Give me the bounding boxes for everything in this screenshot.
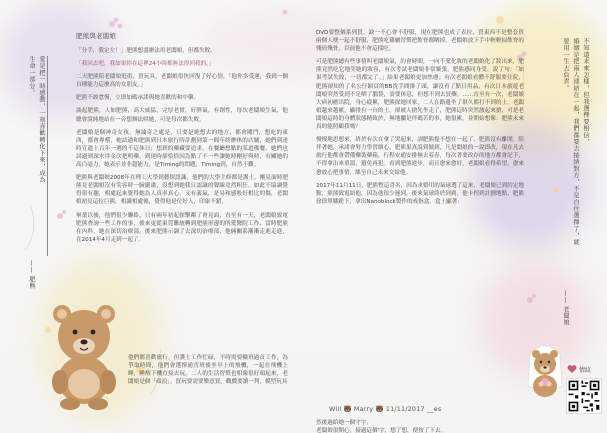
quote-attribution: —— 肥熊 [28,260,35,290]
paragraph: 2017年11月11日，肥熊暫這喜名，因為求婚用的氣球選了這來，老闆娘已到約定地點，熊熊致電給他，因為他很少遲到，後來氣球終於到到，他卡捏到計劃地點，肥熊徐徐單膝跪下，拿出Nanoblock製作的戒指盒，盒上顯著： [316,182,524,205]
magazine-logo [567,363,597,375]
quote-text: 不知道未來怎樣，但我選擇要相信， [582,38,589,146]
paragraph: 談起肥熊，人如肥熊，高大威猛，完厚老實，好胖氣，有創性，每次老闆娘生氣，他總會說純地站在一旁想辦法哄她，可是每次都失敗。 [76,108,288,123]
paragraph: 「分手，我定左！」肥熊想盡辦法用老闆娘，但都失敗。 [76,48,216,54]
paragraph: 老闆娘很開心，接過這個'字，想了想，便按了下去。 [316,428,447,433]
paragraph: 畢業以後，他們很少聯絡，只有兩年初起探擊鄰了會見面，直至有一天，老闆娘致電肥熊查詢一些工作的事，後來更從東莞難統轉到肥熊形邊的所愛醫院工作，當時肥熊在內科，她在深切治療部，後來肥熊示調了去深切治療部，他倆關系漸漸走進走進，在2014年4月走到一起了。 [76,212,288,243]
paragraph: 老闆娘是個神奇女孩，無論奇之處是，只要是她想去的地方，都會闖門，想吃的東西，都會專嚐，她試過和肥熊到日本旅行時計劃到第一間年終辦休的店鋪，她們到達時宣遺上百年一遇的不這休日；想到的藥藏要追求，在餐廳想點的某道佛餐，她們也試過到深水埗金次把明藥，到達時卻恰恰因為點了不一些讓她時剛好與時，有關她的高白毫力，她表示並非超能力，是Timing的問題，Timing到，自然不難。 [76,129,288,169]
paragraph: 然後過給她一個守字， [316,420,372,426]
left-vertical-quote [26,56,46,186]
paragraph: DVD要整個系列買，缺一不心會不舒服，現在肥熊也成了表拉，買東西不是整套買兩個人便一起不舒服，肥熊吃雞屬習慣把飲脊都晒掉，老闆娘放下手中輕輕掃飲脊的殘屑殘骨，以前他不會這樣吃。 [316,30,524,53]
article-title: 肥熊與老闆娘 [76,32,117,40]
paragraph: 「我回去吧，我如果你在這裡24小時都無法得回我的。」 [76,61,215,68]
left-text-column [76,47,288,249]
right-vertical-quote-2 [560,38,580,248]
paragraph: 肥熊與老闆娘2008年在理工大學到藝探認識，他們的大學主修都是護士，剛見面時肥熊見老闆娘沒有笑容時一臉嚴肅，沒想到她我日認識的聲線竟然粗狂，如此不協調覺得很有趣，相處起來覺得她為人真率真心，又有義氣，是易和感般好相比的傷，老闆娘初見這位巨熊，相識相處後，覺得他是位好人，印象不錯。 [76,175,288,206]
heart-logo-icon [567,364,577,374]
proposal-inscription: Will 🐻 Marry 🐻 11/11/2017 __es [329,405,442,413]
paragraph: 他們都喜歡旅行，但護士工作忙碌，不時需要輪班過首工作，為爭取時間，他們會選擇通宵班後坐早上的飛機，一起在飛機上睡，睡醒下機直接去玩，二人的生活習慣也相像很好頭起來，老闆娘是個「頑浪」，買玩要需要樂意買，觀戲要讀一判，模型玩具 [128,355,288,386]
right-vertical-attribution [560,290,570,340]
right-text-column [316,29,524,211]
paragraph: 慢慢地思想來，終於有次在拿了哭起來，訓肥熊提不想在一起了，肥熊沒有離開，陪伴著她，承諾會努力學習細心，肥熊果真說到做到，凡是闆娘的一說即改，現在凡去旅行他都會帶備藥裝藥箱，行程安通安排無去着春，每次著要改存的地方都會記下，不得拿出來重溫，避免再犯。看到肥熊進步，而且愈來愈好，老闆娘看得希望，愈來愈放心把事情，絲至自己未來交給他。 [316,137,524,176]
closing-text [316,419,526,427]
left-divider-line [47,56,48,256]
paragraph: 二天肥熊陪老闆娘逛街，買玩具，老闆娘很快回復了好心情，「他你多受運，我到一個自種能力這麼高的女朋友。」 [76,74,288,89]
quote-text: 婚姻是把兩人連結在一起，我們都要去接納對方，不是自住選擇了，就要用一生去負責。 [562,38,579,246]
left-vertical-attribution [26,260,36,300]
paragraph: 肥熊不敢怠慢，立即加碼承諾與她喜歡的和中藥。 [76,95,200,102]
teddy-bear-icon [44,290,124,410]
right-vertical-quote [580,38,590,208]
left-text-column-bottom [128,354,288,391]
logo-text: 情紋 [579,366,592,374]
closing-text-2 [316,427,526,433]
quote-text: 愛是把一時感動，一刻喜歡轉化下來，成為生命一部分。 [28,56,45,184]
paragraph: 可是肥熊總有些事情叫老闆娘氣，約會時間，一向不愛化妝的老闆娘化了妝出來，肥熊竟然吃它地笑她的妝容，有次考試老闆娘非常緊張，肥熊感同身受，說了句：「如果考試失敗，一切都完了。」結果老闆娘更加焦慮；有次老闆娘看體不舒服要住院，肥熊卻知的了名公仔網頁的BB洗手間掛了頭，讓沒看了點日用品，有次日本旅遊老闆娘突然受到不足晒了腦袋，需要休息，但想不到去買藥，......直至有一次，老闆娘大病初癒出院，身心疲累，肥熊探她回家，二人在路邊坐了很久都打不到的士，老闆娘越來越累，顯排有一台的士，卻被人搶先坐走了，肥熊這時突然激起來搶，可是老闆娘這時的身體狀態精致於，無地攔是伴碼苦的事，她很累，並開始想像：肥熊未來真的能照顧我嗎？ [316,59,524,131]
quote-attribution: —— 老闆娘 [562,290,569,326]
bride-bear-icon [524,340,566,400]
qr-code-icon [566,378,602,414]
